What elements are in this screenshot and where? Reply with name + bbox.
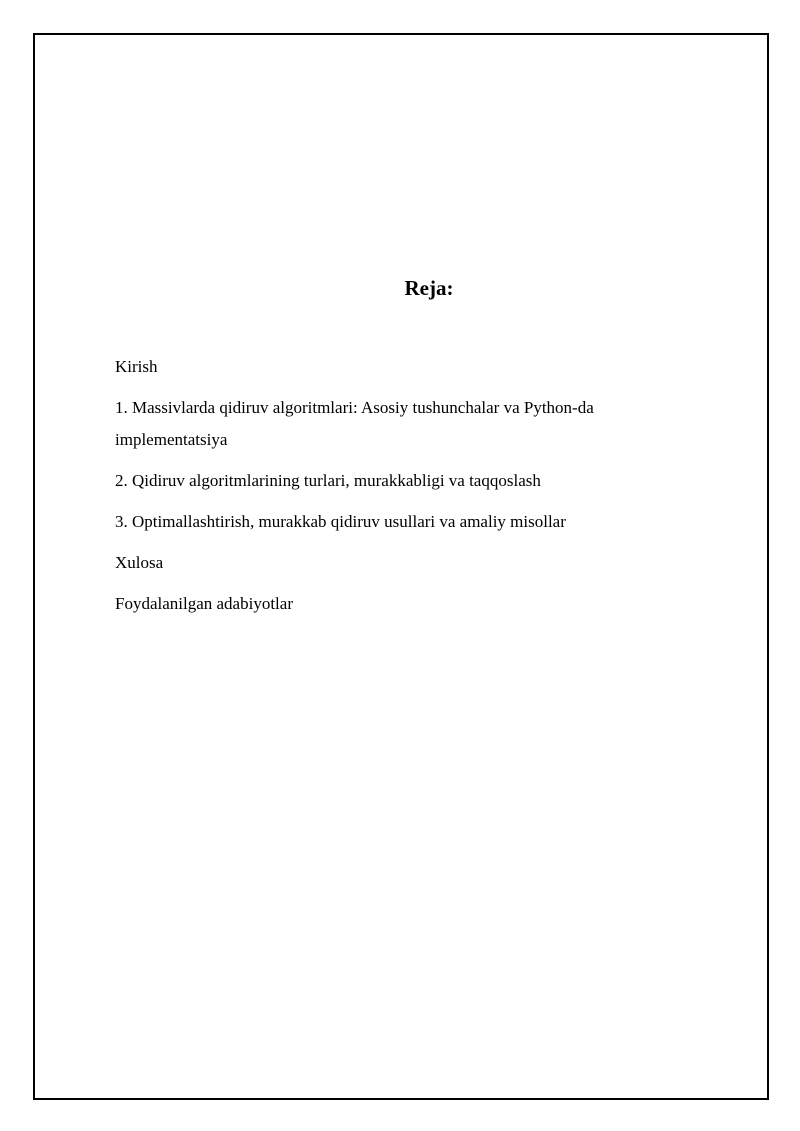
table-of-contents — [115, 351, 675, 629]
page-title: Reja: — [404, 276, 454, 300]
toc-item-references: Foydalanilgan adabiyotlar — [115, 594, 293, 613]
toc-item-chapter-3: 3. Optimallashtirish, murakkab qidiruv usullari va amaliy misollar — [115, 512, 566, 531]
toc-item-conclusion: Xulosa — [115, 553, 164, 572]
toc-item-introduction: Kirish — [115, 357, 158, 376]
toc-item-chapter-2: 2. Qidiruv algoritmlarining turlari, murakkabligi va taqqoslash — [115, 471, 541, 490]
toc-item-chapter-1: 1. Massivlarda qidiruv algoritmlari: Asosiy tushunchalar va Python-da implementatsiya — [115, 398, 594, 449]
